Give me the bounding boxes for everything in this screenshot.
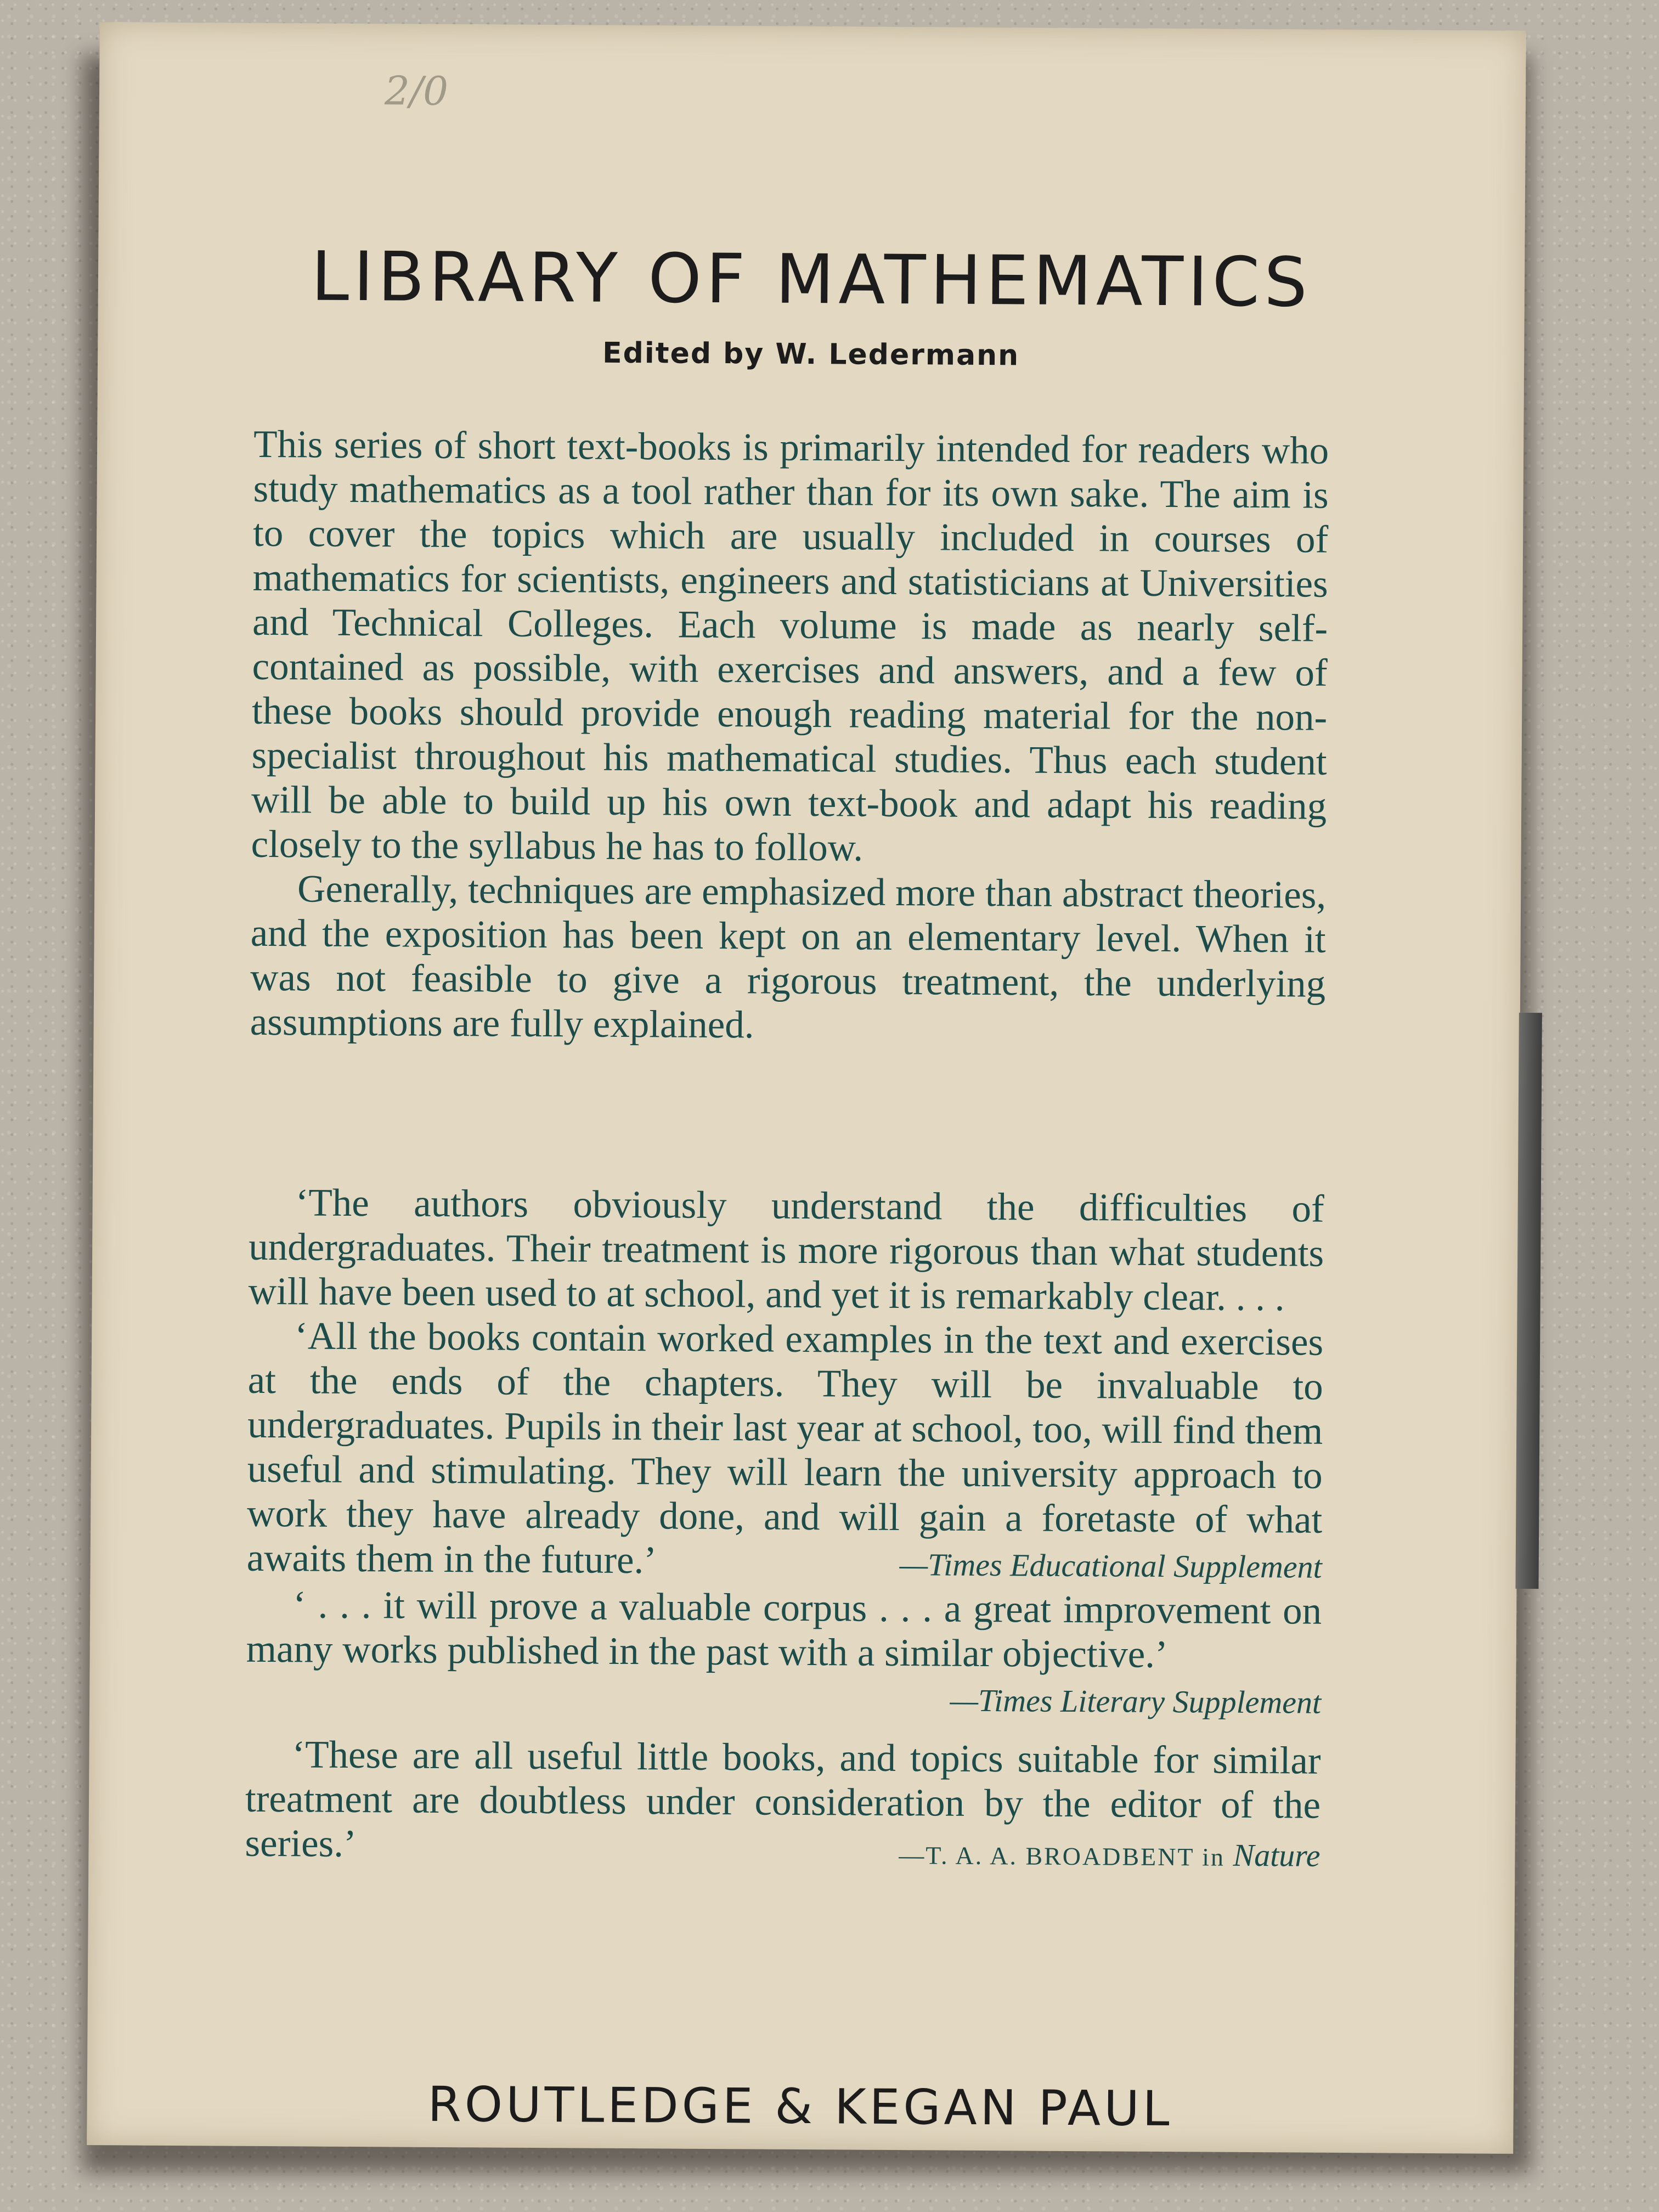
review-attribution-2: —Times Literary Supplement bbox=[950, 1682, 1322, 1720]
publisher-name: ROUTLEDGE & KEGAN PAUL bbox=[427, 2075, 1173, 2137]
review-quote-1b-text: ‘All the books contain worked examples in the text and exercises at the ends of the chapters. They will be invaluable to undergraduates. Pupils in their last year at school, too, will find them useful and stimulating. They will learn the university approach to work they have already done, and will gain a foretaste of what awaits them in the future.’ bbox=[246, 1314, 1324, 1582]
review-quote-1a: ‘The authors obviously understand the difficulties of undergraduates. Their treatment is more rigorous than what students will have been used to at school, and yet it is remarkably clear. . . . bbox=[248, 1181, 1324, 1319]
review-attribution-1: —Times Educational Supplement bbox=[899, 1547, 1322, 1585]
series-title: LIBRARY OF MATHEMATICS bbox=[311, 237, 1312, 323]
review-quotes bbox=[245, 1181, 1324, 1880]
review-quote-3-text: ‘These are all useful little books, and topics suitable for similar treatment are doubtless under consideration by the editor of the series.’ bbox=[245, 1733, 1321, 1866]
review-quote-3 bbox=[245, 1733, 1321, 1872]
review-quote-2 bbox=[246, 1583, 1322, 1720]
review-attribution-3-source: Nature bbox=[1233, 1837, 1321, 1874]
review-quote-1b bbox=[246, 1314, 1323, 1587]
spine-edge bbox=[1515, 1013, 1542, 1589]
description-paragraph-2: Generally, techniques are emphasized more than abstract theories, and the exposition has been kept on an elementary level. When it was not feasible to give a rigorous treatment, the underlying assumptions are fully explained. bbox=[250, 867, 1327, 1047]
review-attribution-3 bbox=[852, 1831, 1321, 1880]
review-attribution-3-name: —T. A. A. BROADBENT in bbox=[899, 1841, 1233, 1871]
editor-line: Edited by W. Ledermann bbox=[602, 336, 1020, 373]
pencil-price-note: 2/0 bbox=[384, 67, 449, 114]
description-paragraph-1: This series of short text-books is primarily intended for readers who study mathematics as a tool rather than for its own sake. The aim is to cover the topics which are usually included in courses of mathematics for scientists, engineers and statisticians at Universities and Technical Colleges. Each volume is made as nearly self-contained as possible, with exercises and answers, and a few of these books should provide enough reading material for the non-specialist throughout his mathematical studies. Thus each student will be able to build up his own text-book and adapt his reading closely to the syllabus he has to follow. bbox=[251, 422, 1329, 870]
review-quote-2-text: ‘ . . . it will prove a valuable corpus . . . a great improvement on many works published in the past with a similar objective.’ bbox=[246, 1583, 1322, 1677]
book-back-cover bbox=[87, 22, 1526, 2154]
series-description bbox=[250, 422, 1329, 1051]
